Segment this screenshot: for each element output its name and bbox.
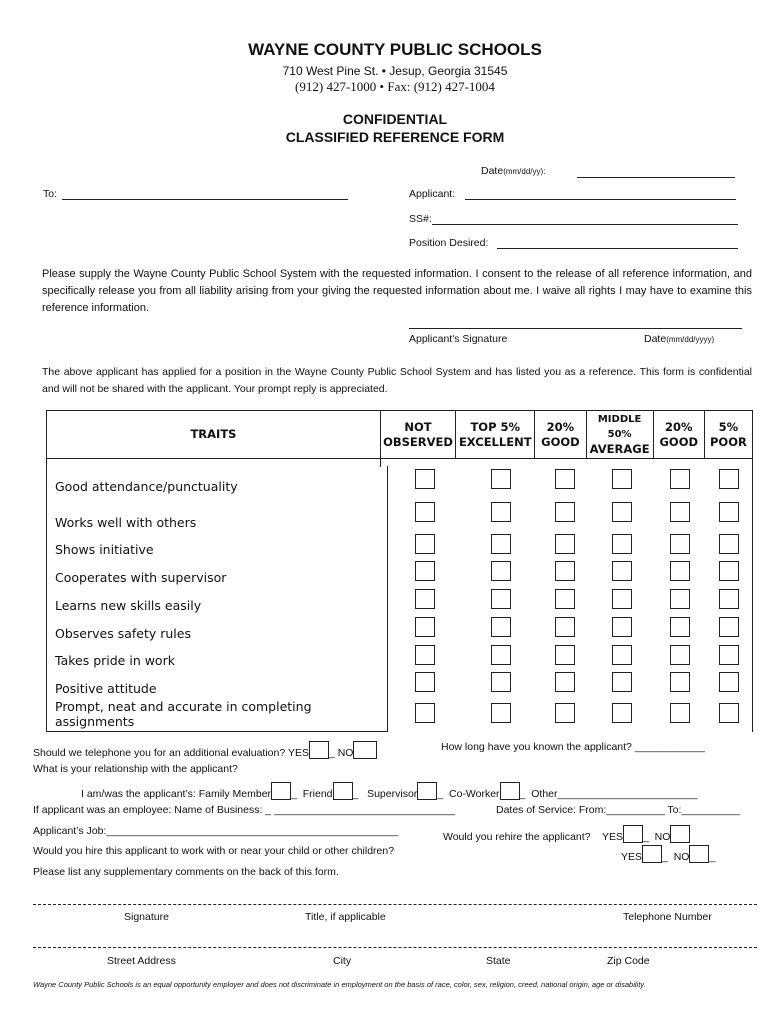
rating-cell: [589, 643, 655, 670]
rating-checkbox[interactable]: [555, 589, 575, 609]
rating-cell: [655, 698, 705, 732]
signature-label: Signature: [124, 911, 169, 923]
table-row: [47, 587, 753, 615]
rating-checkbox[interactable]: [555, 703, 575, 723]
table-row: [47, 559, 753, 587]
rating-cell: [388, 615, 462, 643]
rating-checkbox[interactable]: [612, 672, 632, 692]
rating-checkbox[interactable]: [491, 589, 511, 609]
telephone-yes-checkbox[interactable]: [309, 741, 329, 759]
district-name: WAYNE COUNTY PUBLIC SCHOOLS: [248, 40, 542, 59]
ss-label: SS#:: [409, 213, 432, 225]
rating-checkbox[interactable]: [415, 589, 435, 609]
to-field[interactable]: [62, 199, 348, 200]
rating-checkbox[interactable]: [491, 534, 511, 554]
rating-checkbox[interactable]: [719, 589, 739, 609]
coworker-checkbox[interactable]: [500, 782, 520, 800]
rating-checkbox[interactable]: [612, 703, 632, 723]
rating-checkbox[interactable]: [491, 469, 511, 489]
col-header: 5% POOR: [704, 411, 752, 459]
form-title-confidential: CONFIDENTIAL: [342, 111, 448, 127]
supervisor-checkbox[interactable]: [417, 782, 437, 800]
rating-checkbox[interactable]: [415, 645, 435, 665]
rating-cell: [540, 466, 590, 496]
address: 710 West Pine St. • Jesup, Georgia 31545: [282, 64, 508, 78]
rating-checkbox[interactable]: [612, 534, 632, 554]
rating-cell: [462, 615, 540, 643]
rating-checkbox[interactable]: [719, 703, 739, 723]
rating-checkbox[interactable]: [670, 534, 690, 554]
table-row: [47, 466, 753, 496]
rating-cell: [388, 587, 462, 615]
table-row: [47, 496, 753, 532]
rating-cell: [462, 559, 540, 587]
trait-label: Shows initiative: [47, 532, 388, 559]
rating-cell: [462, 698, 540, 732]
rating-cell: [540, 670, 590, 698]
rating-cell: [705, 587, 752, 615]
rating-checkbox[interactable]: [555, 469, 575, 489]
rating-cell: [388, 559, 462, 587]
rating-cell: [388, 698, 462, 732]
trait-label: Prompt, neat and accurate in completing assignments: [47, 698, 388, 732]
rating-cell: [589, 670, 655, 698]
rating-checkbox[interactable]: [491, 672, 511, 692]
rating-cell: [655, 496, 705, 532]
rating-checkbox[interactable]: [491, 502, 511, 522]
rating-checkbox[interactable]: [555, 561, 575, 581]
rating-cell: [540, 698, 590, 732]
rating-checkbox[interactable]: [670, 502, 690, 522]
rating-cell: [589, 615, 655, 643]
rating-checkbox[interactable]: [612, 645, 632, 665]
rating-checkbox[interactable]: [670, 672, 690, 692]
rating-cell: [388, 643, 462, 670]
rating-cell: [589, 496, 655, 532]
intro-text: The above applicant has applied for a position in the Wayne County Public School System and has listed you as a reference. This form is confidential and will not be shared with the applicant. Your prompt reply is appreciated.: [42, 366, 752, 395]
signature-line[interactable]: [33, 904, 757, 905]
traits-body: [46, 466, 753, 732]
rating-cell: [388, 466, 462, 496]
rating-checkbox[interactable]: [415, 502, 435, 522]
rating-checkbox[interactable]: [670, 703, 690, 723]
telephone-label: Telephone Number: [623, 911, 712, 923]
rating-cell: [705, 643, 752, 670]
rating-checkbox[interactable]: [719, 502, 739, 522]
zip-label: Zip Code: [607, 955, 650, 967]
col-header: 20% GOOD: [535, 411, 586, 459]
applicant-signature-label: Applicant's Signature: [409, 333, 508, 345]
rating-cell: [462, 496, 540, 532]
hire-near-child-question: Would you hire this applicant to work with or near your child or other children?: [33, 845, 395, 857]
applicant-label: Applicant:: [409, 188, 456, 200]
title-label: Title, if applicable: [305, 911, 386, 923]
rating-cell: [705, 559, 752, 587]
state-label: State: [486, 955, 511, 967]
rating-cell: [655, 466, 705, 496]
trait-label: Learns new skills easily: [47, 587, 388, 615]
telephone-question: Should we telephone you for an additional evaluation? YES _ NO: [33, 741, 377, 759]
rating-cell: [589, 559, 655, 587]
col-header: 20% GOOD: [653, 411, 704, 459]
rating-checkbox[interactable]: [719, 534, 739, 554]
comments-note: Please list any supplementary comments on the back of this form.: [33, 866, 339, 878]
rating-checkbox[interactable]: [555, 502, 575, 522]
rating-cell: [655, 587, 705, 615]
rating-cell: [655, 532, 705, 559]
to-label: To:: [43, 188, 58, 200]
how-long-question: How long have you known the applicant? ____________: [441, 741, 705, 753]
applicant-job-field[interactable]: Applicant’s Job:__________________________________________________: [33, 825, 399, 837]
rating-cell: [705, 670, 752, 698]
rating-cell: [462, 643, 540, 670]
applicant-signature-line[interactable]: [409, 328, 742, 329]
table-row: [47, 643, 753, 670]
trait-label: Observes safety rules: [47, 615, 388, 643]
rating-checkbox[interactable]: [719, 561, 739, 581]
rating-checkbox[interactable]: [415, 469, 435, 489]
rating-checkbox[interactable]: [670, 645, 690, 665]
rating-cell: [462, 466, 540, 496]
family-member-checkbox[interactable]: [271, 782, 291, 800]
rating-checkbox[interactable]: [670, 561, 690, 581]
rating-checkbox[interactable]: [491, 703, 511, 723]
rating-checkbox[interactable]: [491, 561, 511, 581]
dates-of-service-field[interactable]: Dates of Service: From:__________ To:__________: [496, 804, 740, 816]
rehire-yes-checkbox[interactable]: [623, 825, 643, 843]
rating-checkbox[interactable]: [670, 617, 690, 637]
rating-checkbox[interactable]: [415, 703, 435, 723]
rating-checkbox[interactable]: [491, 645, 511, 665]
rating-cell: [655, 559, 705, 587]
trait-label: Good attendance/punctuality: [47, 466, 388, 496]
position-field[interactable]: [497, 248, 738, 249]
rating-cell: [589, 698, 655, 732]
rating-cell: [540, 496, 590, 532]
rating-cell: [540, 643, 590, 670]
signature-date-label: Date(mm/dd/yyyy): [644, 333, 715, 345]
date-label: Date(mm/dd/yy):: [481, 165, 546, 177]
rating-cell: [462, 587, 540, 615]
rating-cell: [540, 532, 590, 559]
rating-cell: [462, 670, 540, 698]
table-header-row: [47, 411, 753, 459]
friend-checkbox[interactable]: [333, 782, 353, 800]
eeo-footer: Wayne County Public Schools is an equal opportunity employer and does not discriminate in employment on the basis of race, color, sex, religion, creed, national origin, age or disability.: [33, 980, 646, 989]
rating-checkbox[interactable]: [719, 672, 739, 692]
rating-cell: [655, 643, 705, 670]
rating-cell: [540, 587, 590, 615]
rating-checkbox[interactable]: [555, 617, 575, 637]
table-row: [47, 615, 753, 643]
rating-cell: [705, 496, 752, 532]
rating-cell: [388, 496, 462, 532]
rating-checkbox[interactable]: [670, 589, 690, 609]
hire-near-child-answers: YES _ NO _: [621, 845, 715, 863]
hire-yes-checkbox[interactable]: [642, 845, 662, 863]
rating-cell: [388, 670, 462, 698]
rating-cell: [705, 532, 752, 559]
trait-rows: [46, 466, 753, 732]
form-title: CLASSIFIED REFERENCE FORM: [285, 129, 505, 145]
rating-checkbox[interactable]: [719, 617, 739, 637]
rating-checkbox[interactable]: [415, 534, 435, 554]
rating-cell: [589, 587, 655, 615]
rating-checkbox[interactable]: [719, 469, 739, 489]
rating-checkbox[interactable]: [415, 561, 435, 581]
rating-checkbox[interactable]: [491, 617, 511, 637]
col-header: MIDDLE 50% AVERAGE: [586, 411, 653, 459]
rehire-no-checkbox[interactable]: [670, 825, 690, 843]
address-line[interactable]: [33, 947, 757, 948]
rating-checkbox[interactable]: [415, 672, 435, 692]
phone-fax: (912) 427-1000 • Fax: (912) 427-1004: [295, 79, 495, 94]
rating-checkbox[interactable]: [415, 617, 435, 637]
employee-business-field[interactable]: If applicant was an employee: Name of Business: _ _______________________________: [33, 804, 456, 816]
position-label: Position Desired:: [409, 237, 489, 249]
rating-checkbox[interactable]: [612, 617, 632, 637]
table-row: [47, 532, 753, 559]
traits-table: [46, 410, 753, 467]
rating-checkbox[interactable]: [612, 561, 632, 581]
date-field[interactable]: [577, 177, 735, 178]
rating-cell: [705, 466, 752, 496]
applicant-field[interactable]: [465, 199, 736, 200]
table-row: [47, 670, 753, 698]
rating-checkbox[interactable]: [555, 672, 575, 692]
rating-checkbox[interactable]: [612, 469, 632, 489]
col-header: NOT OBSERVED: [380, 411, 455, 459]
rating-checkbox[interactable]: [612, 502, 632, 522]
telephone-no-checkbox[interactable]: [353, 741, 377, 759]
rating-cell: [655, 615, 705, 643]
trait-label: Cooperates with supervisor: [47, 559, 388, 587]
rating-checkbox[interactable]: [555, 645, 575, 665]
ss-field[interactable]: [432, 224, 738, 225]
hire-no-checkbox[interactable]: [689, 845, 709, 863]
rating-checkbox[interactable]: [612, 589, 632, 609]
rehire-question: Would you rehire the applicant? YES _ NO: [443, 825, 690, 843]
col-header: TOP 5% EXCELLENT: [456, 411, 535, 459]
rating-cell: [540, 559, 590, 587]
traits-header: TRAITS: [47, 411, 381, 459]
trait-label: Takes pride in work: [47, 643, 388, 670]
rating-cell: [705, 615, 752, 643]
rating-cell: [462, 532, 540, 559]
rating-checkbox[interactable]: [719, 645, 739, 665]
rating-checkbox[interactable]: [555, 534, 575, 554]
rating-cell: [705, 698, 752, 732]
city-label: City: [333, 955, 352, 967]
rating-cell: [540, 615, 590, 643]
rating-cell: [388, 532, 462, 559]
relationship-question: What is your relationship with the applicant?: [33, 763, 238, 775]
trait-label: Positive attitude: [47, 670, 388, 698]
relationship-options: I am/was the applicant’s: Family Member _ Friend _ Supervisor _ Co-Worker _ Other________________________: [81, 782, 698, 800]
street-label: Street Address: [107, 955, 176, 967]
consent-text: Please supply the Wayne County Public School System with the requested information. I consent to the release of all reference information, and specifically release you from all liability arising from your giving the requested information about me. I waive all rights I may have to examine this reference information.: [42, 268, 752, 314]
rating-cell: [589, 466, 655, 496]
rating-cell: [589, 532, 655, 559]
table-row: [47, 698, 753, 732]
rating-checkbox[interactable]: [670, 469, 690, 489]
rating-cell: [655, 670, 705, 698]
trait-label: Works well with others: [47, 496, 388, 532]
